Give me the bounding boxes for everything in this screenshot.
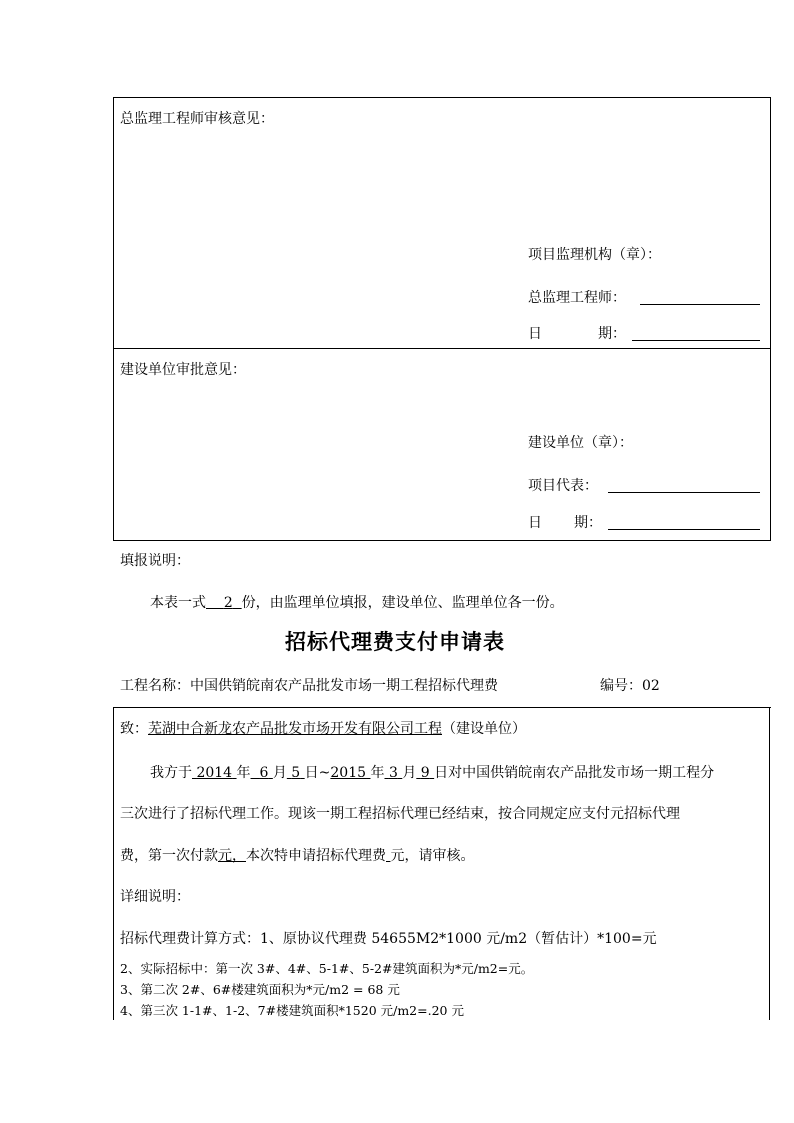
chief-engineer-signature-line[interactable] — [640, 287, 760, 305]
end-day: 9 — [420, 765, 430, 781]
calculation-line: 招标代理费计算方式：1、原协议代理费 54655M2*1000 元/m2（暂估计）*100=元 — [120, 931, 657, 947]
addressee-company: 芜湖中合新龙农产品批发市场开发有限公司工程 — [148, 721, 442, 737]
addressee-suffix: （建设单位） — [442, 721, 526, 737]
start-month: 6 — [259, 765, 269, 781]
date-line[interactable] — [632, 323, 760, 341]
paragraph-line-3: 费，第一次付款元，本次特申请招标代理费 元，请审核。 — [120, 848, 475, 864]
addressee — [120, 718, 526, 738]
calculation-item-2: 2、实际招标中：第一次 3#、4#、5-1#、5-2#建筑面积为*元/m2=元。 — [120, 961, 534, 976]
detail-label: 详细说明： — [120, 889, 190, 905]
notes-text-pre: 本表一式 — [150, 595, 206, 611]
date-label-part1: 日 — [528, 515, 542, 531]
notes-text-post: 份，由监理单位填报，建设单位、监理单位各一份。 — [241, 595, 564, 611]
form-box-top — [113, 707, 771, 708]
owner-seal-label: 建设单位（章）： — [528, 435, 633, 451]
date-label-part1: 日 — [528, 326, 542, 342]
addressee-label: 致： — [120, 721, 148, 737]
project-rep-line[interactable] — [608, 475, 760, 493]
form-number: 编号：02 — [600, 678, 660, 694]
date-label-part2: 期： — [598, 326, 626, 342]
calculation-item-4: 4、第三次 1-1#、1-2、7#楼建筑面积*1520 元/m2=.20 元 — [120, 1003, 464, 1018]
paragraph-line-1: 我方于 2014 年 6 月 5 日~2015 年 3 月 9 日对中国供销皖南农产品批发市场一期工程分 — [150, 765, 715, 781]
date-label-part2: 期： — [574, 515, 602, 531]
date-line[interactable] — [608, 512, 760, 530]
section-divider — [113, 348, 771, 349]
end-month: 3 — [388, 765, 398, 781]
form-box-left — [113, 707, 114, 1020]
first-payment: 元， — [218, 848, 246, 864]
chief-engineer-opinion-label: 总监理工程师审核意见： — [120, 111, 274, 127]
form-title: 招标代理费支付申请表 — [285, 629, 505, 654]
project-rep-label: 项目代表： — [528, 478, 598, 494]
calculation-item-3: 3、第二次 2#、6#楼建筑面积为*元/m2 = 68 元 — [120, 982, 400, 997]
paragraph-line-2: 三次进行了招标代理工作。现该一期工程招标代理已经结束，按合同规定应支付元招标代理 — [120, 806, 680, 822]
start-day: 5 — [291, 765, 301, 781]
notes-heading: 填报说明： — [120, 553, 190, 569]
chief-engineer-signature-label: 总监理工程师： — [528, 290, 626, 306]
owner-opinion-label: 建设单位审批意见： — [120, 362, 246, 378]
copies-count: 2 — [223, 595, 233, 611]
end-year: 2015 — [330, 765, 367, 781]
supervision-org-seal-label: 项目监理机构（章）： — [528, 247, 661, 263]
start-year: 2014 — [196, 765, 233, 781]
notes-text — [150, 592, 564, 612]
project-name-label: 工程名称：中国供销皖南农产品批发市场一期工程招标代理费 — [120, 678, 498, 694]
form-box-right — [769, 707, 770, 1020]
